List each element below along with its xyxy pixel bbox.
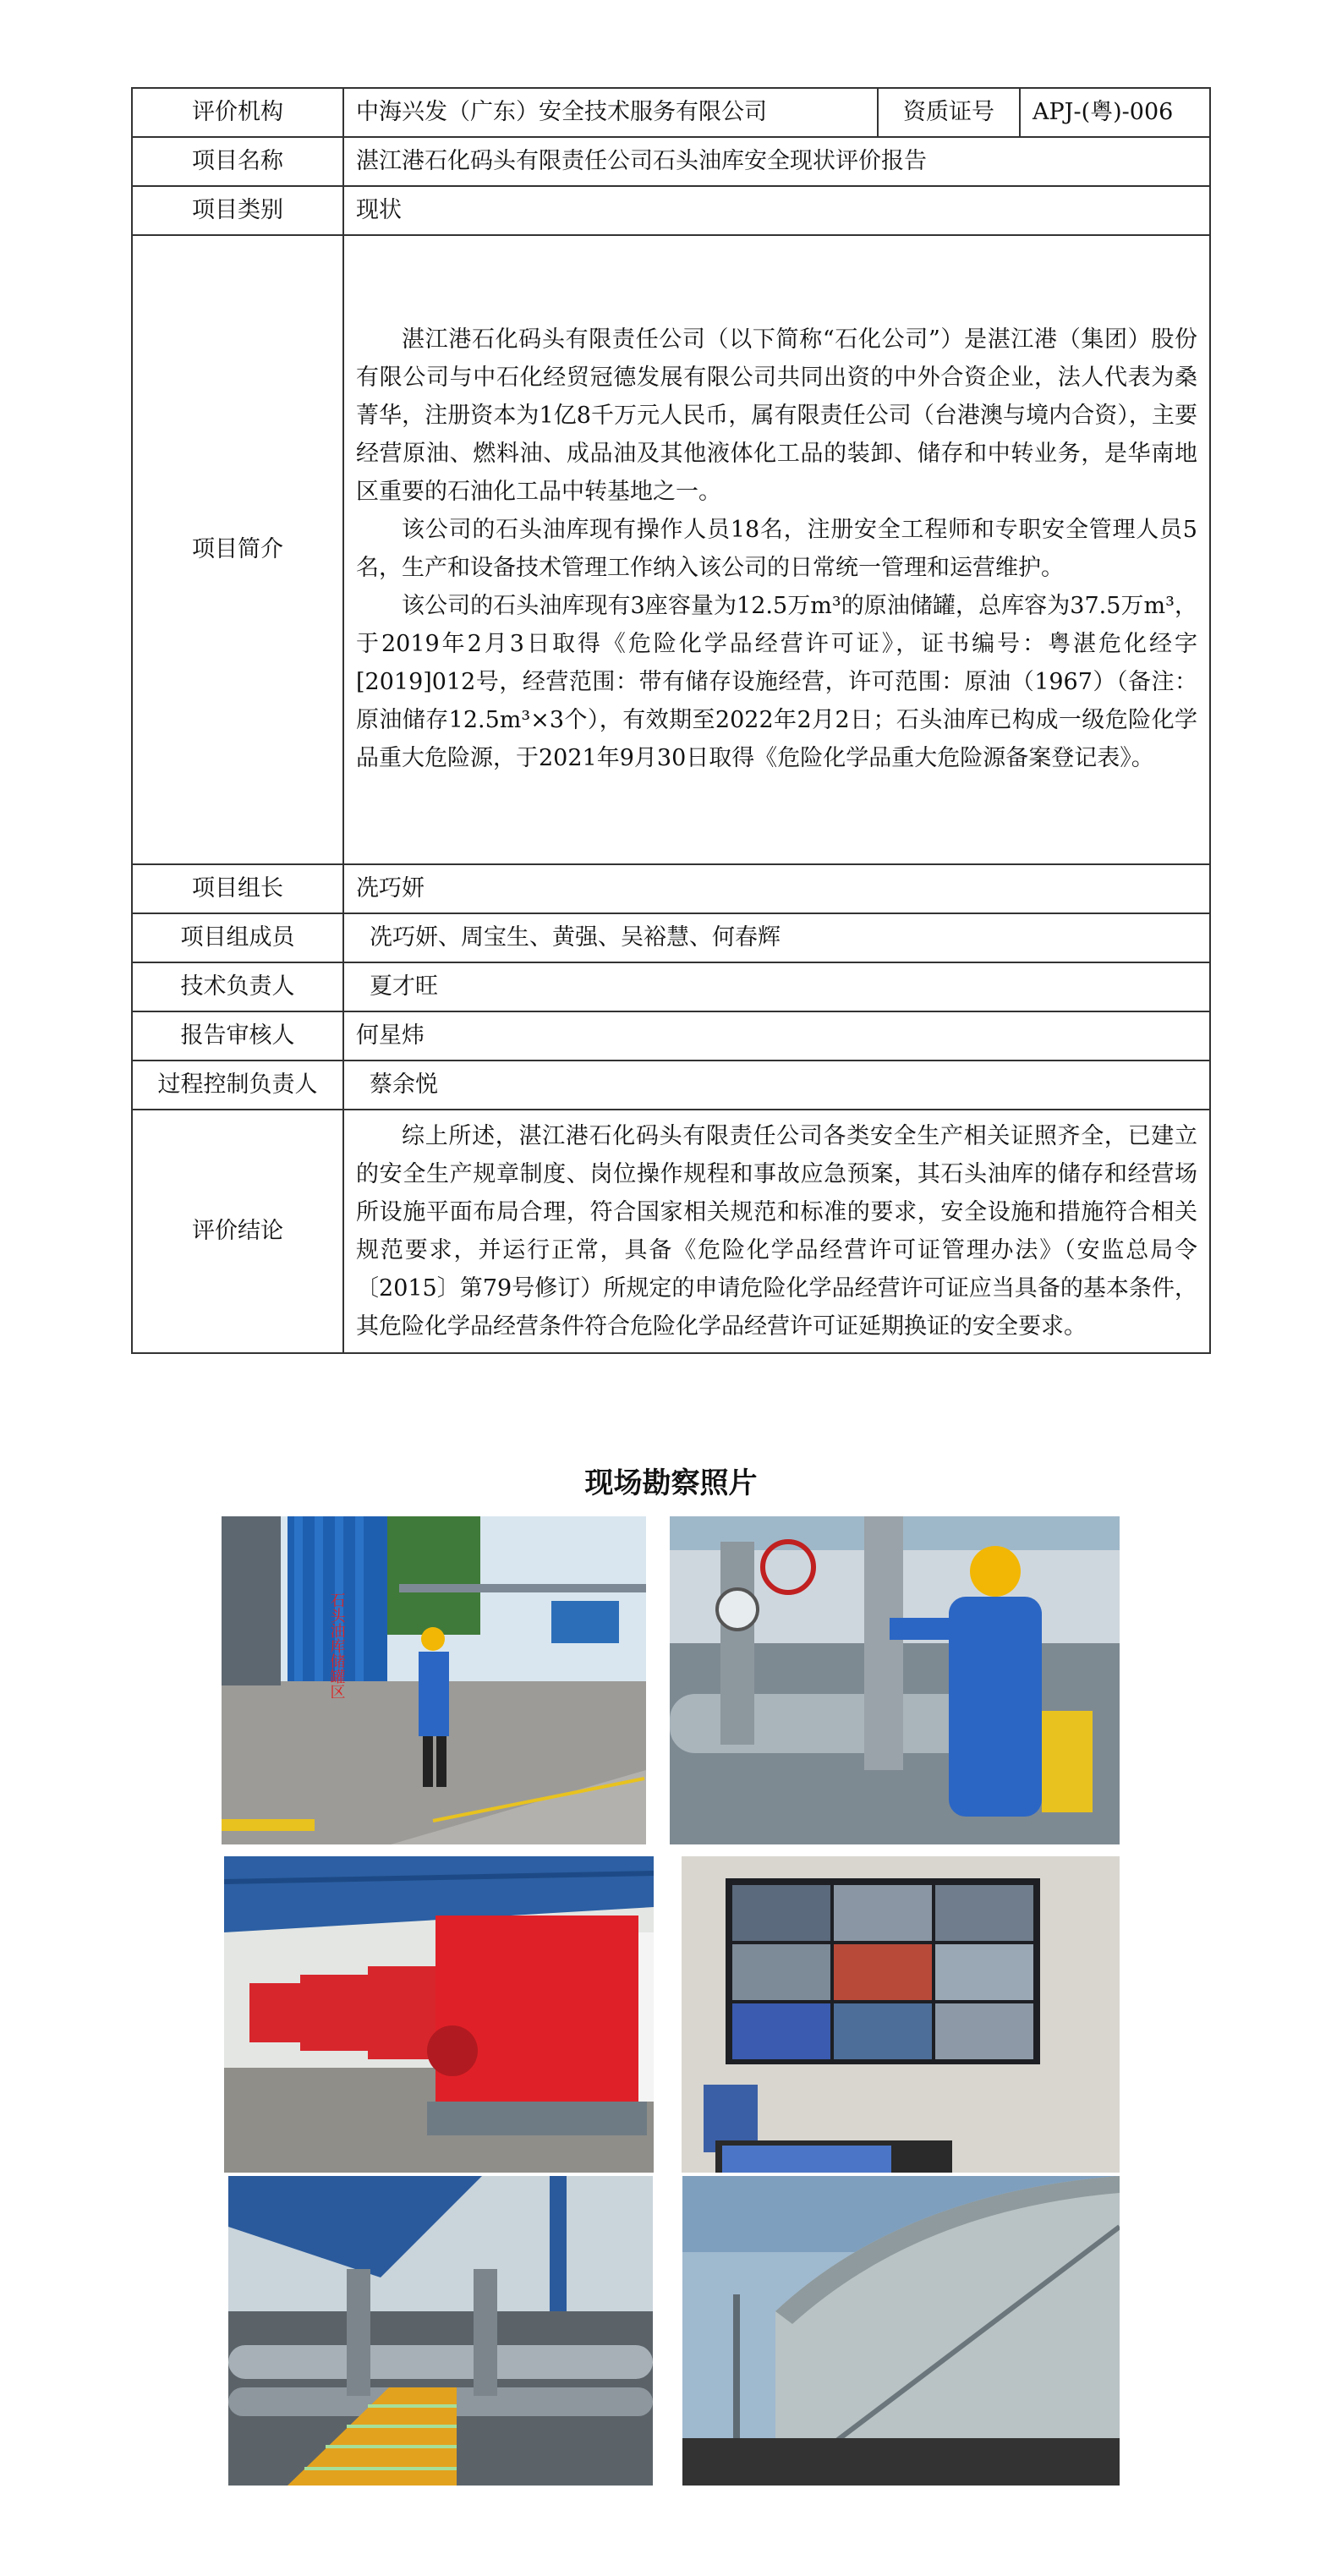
site-photo-pump-room <box>224 1856 654 2173</box>
intro-text <box>343 235 1210 864</box>
photos-title: 现场勘察照片 <box>584 1466 758 1500</box>
conclusion-label: 评价结论 <box>132 1110 343 1353</box>
intro-paragraph: 湛江港石化码头有限责任公司（以下简称“石化公司”）是湛江港（集团）股份有限公司与中石化经贸冠德发展有限公司共同出资的中外合资企业，法人代表为桑菁华，注册资本为1亿8千万元人民币，属有限责任公司（台港澳与境内合资），主要经营原油、燃料油、成品油及其他液体化工品的装卸、储存和中转业务，是华南地区重要的石油化工品中转基地之一。 <box>356 326 1197 505</box>
members-label: 项目组成员 <box>132 913 343 962</box>
reviewer-value: 何星炜 <box>343 1011 1210 1061</box>
members-value: 冼巧妍、周宝生、黄强、吴裕慧、何春辉 <box>343 913 1210 962</box>
process-control-value: 蔡余悦 <box>343 1061 1210 1110</box>
tech-lead-value: 夏才旺 <box>343 962 1210 1011</box>
project-type-label: 项目类别 <box>132 186 343 235</box>
cert-value: APJ-(粤)-006 <box>1020 88 1210 137</box>
org-value: 中海兴发（广东）安全技术服务有限公司 <box>343 88 878 137</box>
project-name-label: 项目名称 <box>132 137 343 186</box>
site-photo-valve-operation <box>670 1516 1120 1844</box>
conclusion-text <box>343 1110 1210 1353</box>
org-label: 评价机构 <box>132 88 343 137</box>
tech-lead-label: 技术负责人 <box>132 962 343 1011</box>
site-photo-storage-tank <box>682 2176 1120 2486</box>
site-photo-monitoring-room <box>682 1856 1120 2173</box>
project-name-value: 湛江港石化码头有限责任公司石头油库安全现状评价报告 <box>343 137 1210 186</box>
cert-label: 资质证号 <box>878 88 1020 137</box>
reviewer-label: 报告审核人 <box>132 1011 343 1061</box>
leader-label: 项目组长 <box>132 864 343 913</box>
project-type-value: 现状 <box>343 186 1210 235</box>
process-control-label: 过程控制负责人 <box>132 1061 343 1110</box>
site-photo-valve-stairs <box>228 2176 653 2486</box>
leader-value: 冼巧妍 <box>343 864 1210 913</box>
site-photo-tank-entrance <box>222 1516 646 1844</box>
intro-paragraph: 该公司的石头油库现有操作人员18名，注册安全工程师和专职安全管理人员5名，生产和设备技术管理工作纳入该公司的日常统一管理和运营维护。 <box>356 517 1197 581</box>
tank-area-sign: 石头油库储罐区 <box>327 1592 346 1699</box>
intro-label: 项目简介 <box>132 235 343 864</box>
evaluation-info-table <box>131 87 1211 1354</box>
conclusion-paragraph: 综上所述，湛江港石化码头有限责任公司各类安全生产相关证照齐全，已建立的安全生产规章制度、岗位操作规程和事故应急预案，其石头油库的储存和经营场所设施平面布局合理，符合国家相关规范和标准的要求，安全设施和措施符合相关规范要求，并运行正常，具备《危险化学品经营许可证管理办法》（安监总局令〔2015〕第79号修订）所规定的申请危险化学品经营许可证应当具备的基本条件，其危险化学品经营条件符合危险化学品经营许可证延期换证的安全要求。 <box>356 1123 1197 1340</box>
intro-paragraph: 该公司的石头油库现有3座容量为12.5万m³的原油储罐，总库容为37.5万m³，于2019年2月3日取得《危险化学品经营许可证》，证书编号：粤湛危化经字[2019]012号，经营范围：带有储存设施经营，许可范围：原油（1967）（备注：原油储存12.5m³×3个），有效期至2022年2月2日；石头油库已构成一级危险化学品重大危险源，于2021年9月30日取得《危险化学品重大危险源备案登记表》。 <box>356 593 1197 771</box>
